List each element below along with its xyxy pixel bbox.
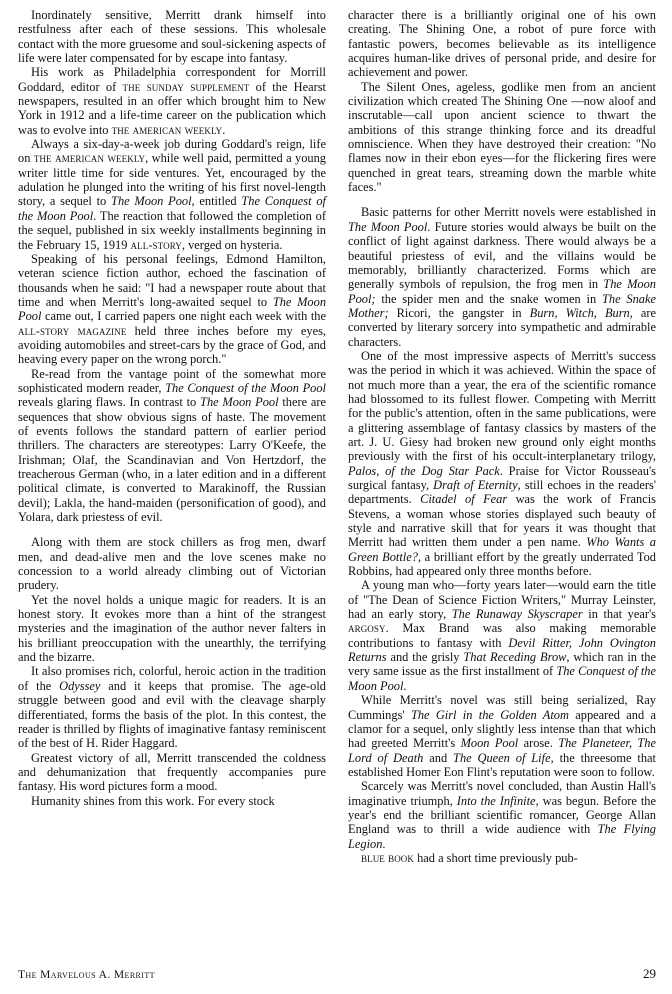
left-column-paragraph: Speaking of his personal feelings, Edmond Hamilton, veteran science fiction author, echoed the fascination of thousands when he said: "I had a newspaper route about that time and when Merritt's long-awaited sequel to The Moon Pool came out, I carried papers one night each week with the all-story magazine held three inches before my eyes, avoiding automobiles and street-cars by the grace of God, and heaving every paper on the wrong porch." — [18, 251, 327, 367]
left-column-paragraph: His work as Philadelphia correspondent for Morrill Goddard, editor of the sunday supplement of the Hearst newspapers, resulted in an offer which brought him to New York in 1912 and a life-time career on the publication which was to evolve into the american weekly. — [18, 65, 326, 137]
right-text-column — [348, 8, 656, 948]
left-column-paragraph: Yet the novel holds a unique magic for readers. It is an honest story. It evokes more than a hint of the strangest mysteries and the imagination of the author never falters in his brilliant preoccupation with the unearthly, the terrifying and the bizarre. — [18, 592, 326, 665]
left-column-paragraph: Greatest victory of all, Merritt transcended the coldness and dehumanization that frequently accompanies pure fantasy. His word pictures form a mood. — [18, 750, 326, 794]
left-column-paragraph: Humanity shines from this work. For every stock — [31, 793, 275, 808]
right-column-paragraph: A young man who—forty years later—would earn the title of "The Dean of Science Fiction Writers," Murray Leinster, had an early story, The Runaway Skyscraper in that year's argosy. Max Brand was also making memorable contributions to fantasy with Devil Ritter, John Ovington Returns and the grisly That Receding Brow, which ran in the very same issue as the first installment of The Conquest of the Moon Pool. — [348, 578, 657, 693]
page-number: 29 — [643, 966, 656, 981]
left-column-paragraph: Inordinately sensitive, Merritt drank himself into restfulness after each of these sessions. This wholesale contact with the more gruesome and soul-sickening aspects of life were later compensated for by escape into fantasy. — [18, 8, 326, 66]
left-text-column — [18, 8, 326, 948]
left-column-paragraph: Always a six-day-a-week job during Goddard's reign, life on the american weekly, while well paid, permitted a young writer little time for side ventures. Yet, encouraged by the adulation he plunged into the writing of his first novel-length story, a sequel to The Moon Pool, entitled The Conquest of the Moon Pool. The reaction that followed the completion of the sequel, published in six weekly installments beginning in the February 15, 1919 all-story, verged on hysteria. — [18, 137, 326, 252]
right-column-paragraph: While Merritt's novel was still being serialized, Ray Cummings' The Girl in the Golden Atom appeared and a clamor for a sequel, only slightly less intense than that which had greeted Merritt's Moon Pool arose. The Planeteer, The Lord of Death and The Queen of Life, the threesome that established Homer Eon Flint's reputation were soon to follow. — [348, 693, 656, 779]
page-footer — [18, 966, 656, 982]
right-column-paragraph: blue book had a short time previously pub- — [361, 850, 578, 865]
right-column-paragraph: The Silent Ones, ageless, godlike men from an ancient civilization which created The Shining One —now aloof and inscrutable—call upon ancient science to thwart the ambitions of this strange thinking force and its dreadful omniscience. When they have destroyed their creation: "No flames now in their ebon eyes—for the flickering fires were quenched in great tears, streaming down the marble white faces." — [348, 79, 656, 195]
running-title: The Marvelous A. Merritt — [18, 969, 155, 981]
left-column-paragraph: It also promises rich, colorful, heroic action in the tradition of the Odyssey and it keeps that promise. The age-old struggle between good and evil with the cleavage sharply differentiated, forms the basis of the plot. In this contest, the reader is thrilled by flights of imaginative fantasy reminiscent of the best of H. Rider Haggard. — [18, 664, 326, 751]
right-column-paragraph: Scarcely was Merritt's novel concluded, than Austin Hall's imaginative triumph, Into the Infinite, was begun. Before the year's end the brilliant scientific romancer, George Allan England was to thrill a wide audience with The Flying Legion. — [348, 779, 656, 851]
text-columns — [18, 8, 656, 948]
left-column-paragraph: Along with them are stock chillers as frog men, dwarf men, and dead-alive men and the love scenes make no concession to a world already climbing out of Victorian prudery. — [18, 535, 326, 593]
right-column-paragraph: character there is a brilliantly original one of his own creating. The Shining One, a robot of pure force with fantastic powers, becomes believable as its intelligence acquires human-like drives of personal pride, and desire for achievement and power. — [348, 8, 656, 80]
right-column-paragraph: Basic patterns for other Merritt novels were established in The Moon Pool. Future stories would always be built on the conflict of light against darkness. There would always be a beautiful priestess of evil, and the villains would be memorably, brilliantly characterized. Forms which are generally symbols of repulsion, the frog men in The Moon Pool; the spider men and the snake women in The Snake Mother; Ricori, the gangster in Burn, Witch, Burn, are converted by literary sorcery into sympathetic and admirable characters. — [348, 205, 657, 349]
left-column-paragraph: Re-read from the vantage point of the somewhat more sophisticated modern reader, The Conquest of the Moon Pool reveals glaring flaws. In contrast to The Moon Pool there are sequences that show obvious signs of haste. The movement of events follows the standard pattern of earlier period thrillers. The characters are stereotypes: Larry O'Keefe, the Irishman; Olaf, the Scandinavian and Von Hertzdorf, the treacherous German (who, in a later edition and in a different political climate, is converted to Marakinoff, the Russian devil); Lakla, the hand-maiden (personification of good), and Yolara, dark priestess of evil. — [18, 366, 326, 525]
right-column-paragraph: One of the most impressive aspects of Merritt's success was the period in which it was achieved. Within the space of not much more than a year, the era of the scientific romance had blossomed to its fullest flower. Competing with Merritt for the public's attention, often in the same publications, were a glittering assemblage of fantasy classics by masters of the art. J. U. Giesy had broken new ground only eight months previously with the first of his occult-interplanetary trilogy, Palos, of the Dog Star Pack. Praise for Victor Rousseau's surgical fantasy, Draft of Eternity, still echoes in the readers' departments. Citadel of Fear was the work of Francis Stevens, a woman whose stories displayed such beauty of style and narrative skill that for years it was thought that Merritt had written them under a pen name. Who Wants a Green Bottle?, a brilliant effort by the greatly underrated Tod Robbins, had appeared only three months before. — [348, 348, 657, 579]
